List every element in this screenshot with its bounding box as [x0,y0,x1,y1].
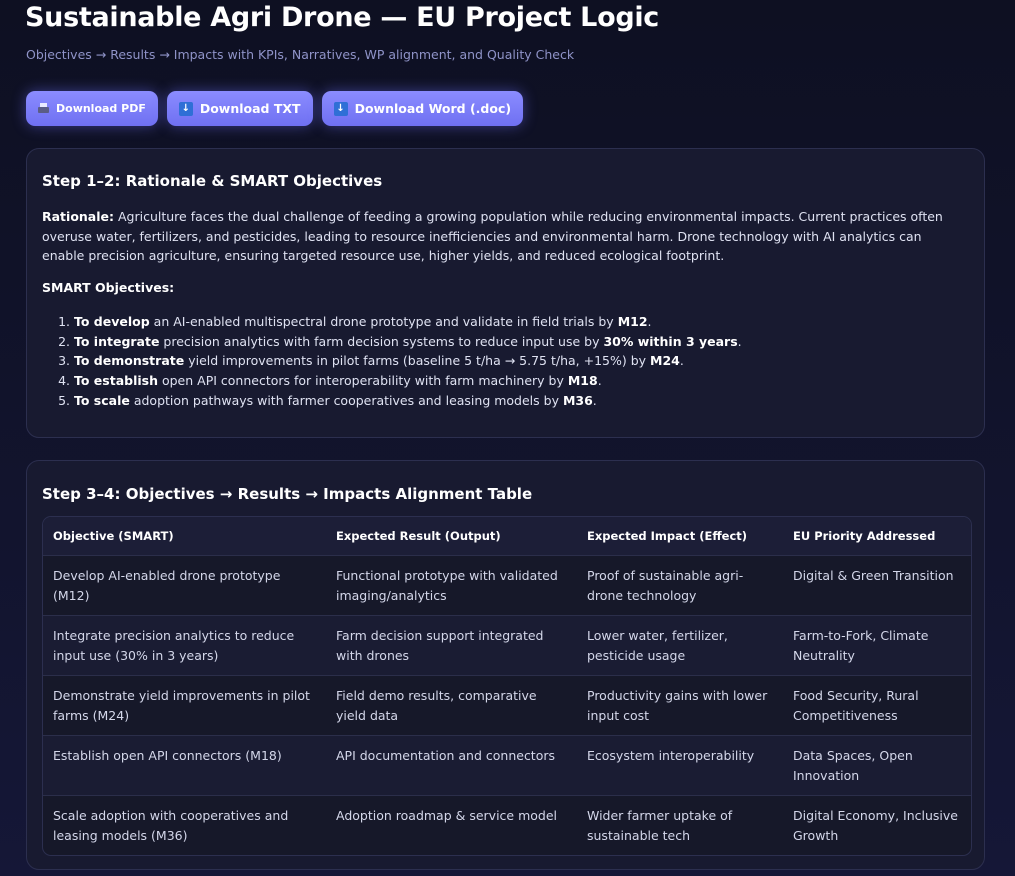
table-cell: Adoption roadmap & service model [336,808,558,823]
section-heading: Step 3–4: Objectives → Results → Impacts Alignment Table [42,485,533,503]
objective-item [42,312,742,332]
download-pdf-button[interactable] [26,91,158,126]
download-icon: ↓ [179,102,193,116]
column-header: EU Priority Addressed [793,529,936,543]
download-word-label: Download Word (.doc) [354,101,512,116]
rationale-label: Rationale: [42,209,115,224]
objective-deadline: M18 [567,373,598,389]
objective-end: . [679,353,684,369]
download-txt-label: Download TXT [199,101,301,116]
objective-end: . [597,373,602,389]
printer-icon [38,103,49,114]
objective-number: 5. [58,392,70,408]
smart-objectives-heading: SMART Objectives: [42,280,175,295]
table-cell: Digital & Green Transition [793,568,954,583]
table-cell: Food Security, Rural Competitiveness [793,688,919,723]
table-cell: Wider farmer uptake of sustainable tech [587,808,733,843]
table-cell: Develop AI-enabled drone prototype (M12) [53,568,281,603]
download-pdf-label: Download PDF [56,102,146,115]
objective-deadline: M12 [617,314,648,329]
column-header: Expected Result (Output) [336,529,501,543]
table-cell: Productivity gains with lower input cost [587,688,768,723]
table-cell: Farm decision support integrated with drones [336,628,544,663]
objective-text: precision analytics with farm decision systems to reduce input use by [159,333,604,349]
rationale-objectives-card [26,148,985,438]
table-cell: API documentation and connectors [336,748,556,763]
table-row [43,675,971,735]
table-cell: Scale adoption with cooperatives and leasing models (M36) [53,808,289,843]
table-cell: Functional prototype with validated imaging/analytics [336,568,558,603]
table-cell: Farm-to-Fork, Climate Neutrality [793,628,929,663]
table-cell: Integrate precision analytics to reduce input use (30% in 3 years) [53,628,295,663]
download-txt-button[interactable] [167,91,313,126]
table-row [43,735,971,795]
objective-number: 3. [58,353,70,369]
objective-item [42,391,742,411]
objective-verb: To establish [74,373,158,389]
objective-deadline: M36 [562,392,593,408]
table-cell: Demonstrate yield improvements in pilot farms (M24) [53,688,310,723]
objective-deadline: 30% within 3 years [603,333,738,349]
objective-end: . [592,392,597,408]
table-cell: Ecosystem interoperability [587,748,755,763]
table-row [43,555,971,615]
objective-end: . [737,333,742,349]
smart-objectives-list [42,312,742,411]
objective-verb: To develop [74,314,150,329]
table-cell: Digital Economy, Inclusive Growth [793,808,958,843]
table-cell: Proof of sustainable agri-drone technology [587,568,744,603]
objective-item [42,351,742,371]
objective-item [42,371,742,391]
objective-text: yield improvements in pilot farms (baseline 5 t/ha → 5.75 t/ha, +15%) by [184,353,651,369]
table-row [43,615,971,675]
column-header: Expected Impact (Effect) [587,529,748,543]
objective-deadline: M24 [650,353,680,369]
objective-number: 4. [58,373,70,389]
alignment-table [42,516,972,856]
table-cell: Lower water, fertilizer, pesticide usage [587,628,728,663]
objective-text: an AI-enabled multispectral drone prototype and validate in field trials by [149,314,618,329]
download-icon: ↓ [334,102,348,116]
objective-verb: To integrate [74,333,160,349]
table-header-row [43,517,971,555]
objective-number: 1. [58,314,70,329]
objective-number: 2. [58,333,70,349]
page-subtitle: Objectives → Results → Impacts with KPIs, Narratives, WP alignment, and Quality Check [26,47,575,62]
table-cell: Establish open API connectors (M18) [53,748,282,763]
page-title: Sustainable Agri Drone — EU Project Logic [25,2,659,33]
download-toolbar [26,91,523,126]
table-cell: Data Spaces, Open Innovation [793,748,913,783]
objective-verb: To demonstrate [74,353,185,369]
section-heading: Step 1–2: Rationale & SMART Objectives [42,172,383,190]
table-row [43,795,971,855]
rationale-text: Agriculture faces the dual challenge of feeding a growing population while reducing environmental impacts. Current practices often overuse water, fertilizers, and pesticides, leading to resource inefficiencies and environmental harm. Drone technology with AI analytics can enable precision agriculture, ensuring targeted resource use, higher yields, and reduced ecological footprint. [42,209,943,263]
objective-verb: To scale [74,392,130,408]
table-cell: Field demo results, comparative yield data [336,688,537,723]
objective-end: . [647,314,652,329]
objective-text: adoption pathways with farmer cooperatives and leasing models by [129,392,563,408]
rationale-paragraph [42,207,967,266]
download-word-button[interactable] [322,91,524,126]
alignment-table-card [26,460,985,870]
column-header: Objective (SMART) [53,529,174,543]
objective-text: open API connectors for interoperability with farm machinery by [158,373,568,389]
objective-item [42,332,742,352]
